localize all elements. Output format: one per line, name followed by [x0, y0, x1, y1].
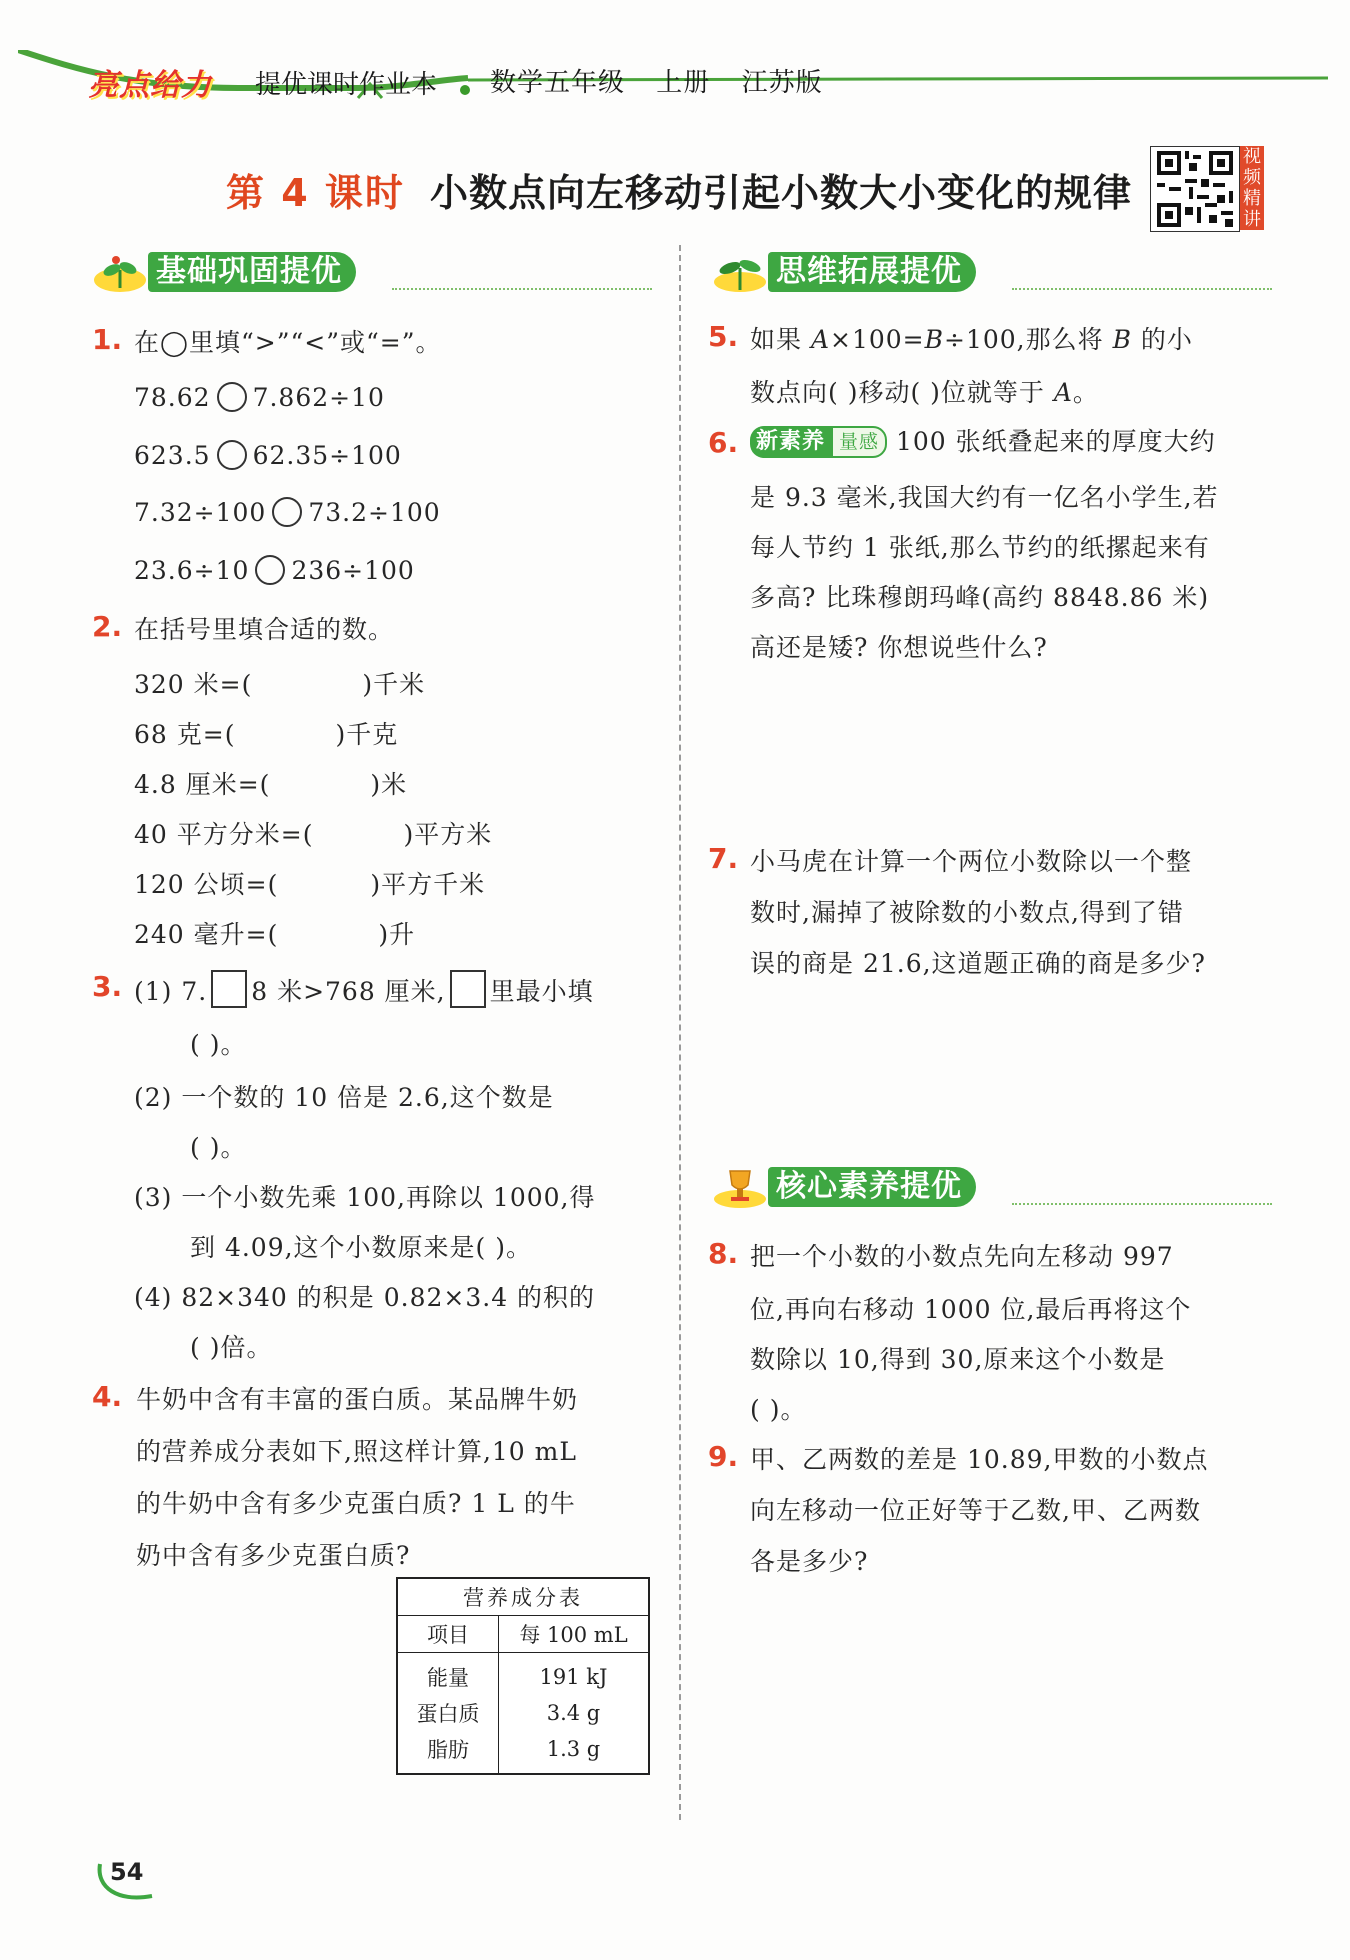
q1-prompt: 在◯里填“>”“<”或“=”。 [134, 328, 442, 357]
q2-left: 120 公顷=( [134, 870, 279, 899]
q1-item [134, 497, 441, 527]
table-cell: 3.4 g [499, 1695, 650, 1731]
q2-item [134, 665, 425, 701]
sprout-icon [712, 250, 768, 294]
table-cell: 191 kJ [499, 1653, 650, 1696]
q5-line1 [750, 320, 1193, 356]
q2-left: 240 毫升=( [134, 920, 279, 949]
var-a: A [1053, 378, 1073, 407]
q5-text: 的小 [1131, 325, 1193, 354]
q6-line: 高还是矮? 你想说些什么? [750, 633, 1048, 662]
q2-item [134, 765, 407, 801]
q2-item [134, 715, 398, 751]
q8-line: 位,再向右移动 1000 位,最后再将这个 [750, 1295, 1192, 1324]
q6-line: 多高? 比珠穆朗玛峰(高约 8848.86 米) [750, 583, 1210, 612]
q5-text: 如果 [750, 325, 811, 354]
qr-side-char: 频 [1243, 167, 1261, 188]
q7-line: 小马虎在计算一个两位小数除以一个整 [750, 847, 1193, 876]
qr-side-char: 精 [1243, 188, 1261, 209]
table-row [397, 1653, 649, 1696]
q4-line: 奶中含有多少克蛋白质? [136, 1541, 411, 1570]
q3-part2: (2) 一个数的 10 倍是 2.6,这个数是 [134, 1083, 554, 1112]
q4-line: 牛奶中含有丰富的蛋白质。某品牌牛奶 [136, 1385, 579, 1414]
new-literacy-tag: 新素养 [750, 426, 831, 458]
grade-label: 数学五年级 [490, 68, 626, 98]
q1-left: 78.62 [134, 383, 211, 412]
qr-side-char: 视 [1243, 146, 1261, 167]
q7-line: 数时,漏掉了被除数的小数点,得到了错 [750, 898, 1184, 927]
q2-left: 4.8 厘米=( [134, 770, 271, 799]
table-caption: 营养成分表 [397, 1578, 649, 1616]
q1-right: 62.35÷100 [252, 441, 402, 470]
q5-text: ×100= [830, 325, 925, 354]
q9-line: 甲、乙两数的差是 10.89,甲数的小数点 [750, 1445, 1209, 1474]
question-number: 8. [708, 1237, 739, 1270]
q6-line: 是 9.3 毫米,我国大约有一亿名小学生,若 [750, 483, 1219, 512]
q6-line1 [750, 422, 1216, 458]
answer-box[interactable] [450, 970, 486, 1008]
q1-left: 23.6÷10 [134, 556, 250, 585]
table-row [397, 1695, 649, 1731]
trophy-icon [712, 1165, 768, 1209]
answer-circle[interactable] [217, 382, 247, 412]
q3-p2-blank: ( )。 [190, 1133, 247, 1162]
q6-line: 每人节约 1 张纸,那么节约的纸摞起来有 [750, 533, 1210, 562]
question-number: 6. [708, 426, 739, 459]
q3-part1 [134, 970, 594, 1008]
q2-right: )升 [378, 920, 416, 949]
q1-item [134, 555, 415, 585]
q6-text: 100 张纸叠起来的厚度大约 [895, 427, 1216, 456]
q2-item [134, 865, 485, 901]
table-cell: 1.3 g [499, 1731, 650, 1774]
book-grade-info [490, 62, 823, 99]
q2-left: 320 米=( [134, 670, 253, 699]
page-number: 54 [110, 1858, 144, 1886]
var-b: B [924, 325, 945, 354]
q3-part4-cont: ( )倍。 [190, 1333, 273, 1362]
section-core-header [712, 1165, 1272, 1209]
sprout-icon [92, 250, 148, 294]
section-thinking-header [712, 250, 1272, 294]
q5-line2 [750, 373, 1099, 409]
q2-prompt: 在括号里填合适的数。 [134, 615, 395, 644]
section-rule [1012, 1203, 1272, 1205]
q3-p1-c: 里最小填 [489, 977, 594, 1006]
q2-right: )平方千米 [370, 870, 486, 899]
table-cell: 能量 [397, 1653, 499, 1696]
video-lecture-label [1240, 146, 1264, 230]
q3-p1-a: (1) 7. [134, 977, 208, 1006]
q1-right: 73.2÷100 [308, 498, 441, 527]
brand-logo: 亮点给力 [88, 68, 212, 103]
volume-label: 上册 [656, 68, 711, 98]
question-number: 5. [708, 320, 739, 353]
section-basic-header [92, 250, 652, 294]
q3-p1-blank: ( )。 [190, 1030, 247, 1059]
nutrition-table [396, 1577, 650, 1775]
q2-right: )平方米 [403, 820, 493, 849]
answer-circle[interactable] [255, 555, 285, 585]
section-basic-title: 基础巩固提优 [148, 252, 356, 292]
qr-code-icon[interactable] [1150, 146, 1240, 232]
section-thinking-title: 思维拓展提优 [768, 252, 976, 292]
table-cell: 蛋白质 [397, 1695, 499, 1731]
answer-circle[interactable] [217, 440, 247, 470]
q2-left: 68 克=( [134, 720, 236, 749]
table-row [397, 1731, 649, 1774]
question-number: 4. [92, 1380, 123, 1413]
question-number: 3. [92, 970, 123, 1003]
q1-right: 236÷100 [291, 556, 415, 585]
var-b: B [1112, 325, 1132, 354]
q3-part3-cont: 到 4.09,这个小数原来是( )。 [190, 1233, 533, 1262]
q2-right: )千米 [362, 670, 426, 699]
question-number: 7. [708, 842, 739, 875]
q1-left: 623.5 [134, 441, 211, 470]
table-cell: 脂肪 [397, 1731, 499, 1774]
q4-line: 的牛奶中含有多少克蛋白质? 1 L 的牛 [136, 1489, 576, 1518]
q2-right: )米 [370, 770, 408, 799]
q8-blank: ( )。 [750, 1395, 807, 1424]
q2-item [134, 915, 415, 951]
q7-line: 误的商是 21.6,这道题正确的商是多少? [750, 949, 1206, 978]
q2-item [134, 815, 492, 851]
header-dot [460, 85, 470, 95]
lesson-number: 第 4 课时 [226, 171, 405, 215]
q2-left: 40 平方分米=( [134, 820, 314, 849]
q1-item [134, 440, 402, 470]
q3-part3: (3) 一个小数先乘 100,再除以 1000,得 [134, 1183, 596, 1212]
q9-line: 各是多少? [750, 1547, 869, 1576]
q3-part4: (4) 82×340 的积是 0.82×3.4 的积的 [134, 1283, 596, 1312]
q4-line: 的营养成分表如下,照这样计算,10 mL [136, 1437, 577, 1466]
book-subtitle: 提优课时作业本 [255, 70, 438, 100]
quantity-sense-tag: 量感 [831, 426, 887, 458]
q1-left: 7.32÷100 [134, 498, 267, 527]
question-number: 9. [708, 1440, 739, 1473]
question-number: 1. [92, 323, 123, 356]
q5-text: 。 [1072, 378, 1099, 407]
q2-right: )千克 [335, 720, 399, 749]
q8-line: 数除以 10,得到 30,原来这个小数是 [750, 1345, 1166, 1374]
q8-line: 把一个小数的小数点先向左移动 997 [750, 1242, 1174, 1271]
answer-box[interactable] [211, 970, 247, 1008]
section-rule [1012, 288, 1272, 290]
q9-line: 向左移动一位正好等于乙数,甲、乙两数 [750, 1496, 1201, 1525]
question-number: 2. [92, 610, 123, 643]
section-core-title: 核心素养提优 [768, 1167, 976, 1207]
q5-text: 数点向( )移动( )位就等于 [750, 378, 1054, 407]
lesson-title: 小数点向左移动引起小数大小变化的规律 [430, 171, 1133, 215]
q3-p1-b: 8 米>768 厘米, [251, 977, 446, 1006]
q1-item [134, 382, 385, 412]
column-divider [679, 245, 681, 1820]
table-header-cell: 每 100 mL [499, 1616, 650, 1653]
qr-side-char: 讲 [1243, 209, 1261, 230]
q5-text: ÷100,那么将 [944, 325, 1113, 354]
q1-right: 7.862÷10 [252, 383, 385, 412]
table-header-cell: 项目 [397, 1616, 499, 1653]
answer-circle[interactable] [272, 497, 302, 527]
edition-label: 江苏版 [741, 68, 823, 98]
section-rule [392, 288, 652, 290]
var-a: A [810, 325, 831, 354]
